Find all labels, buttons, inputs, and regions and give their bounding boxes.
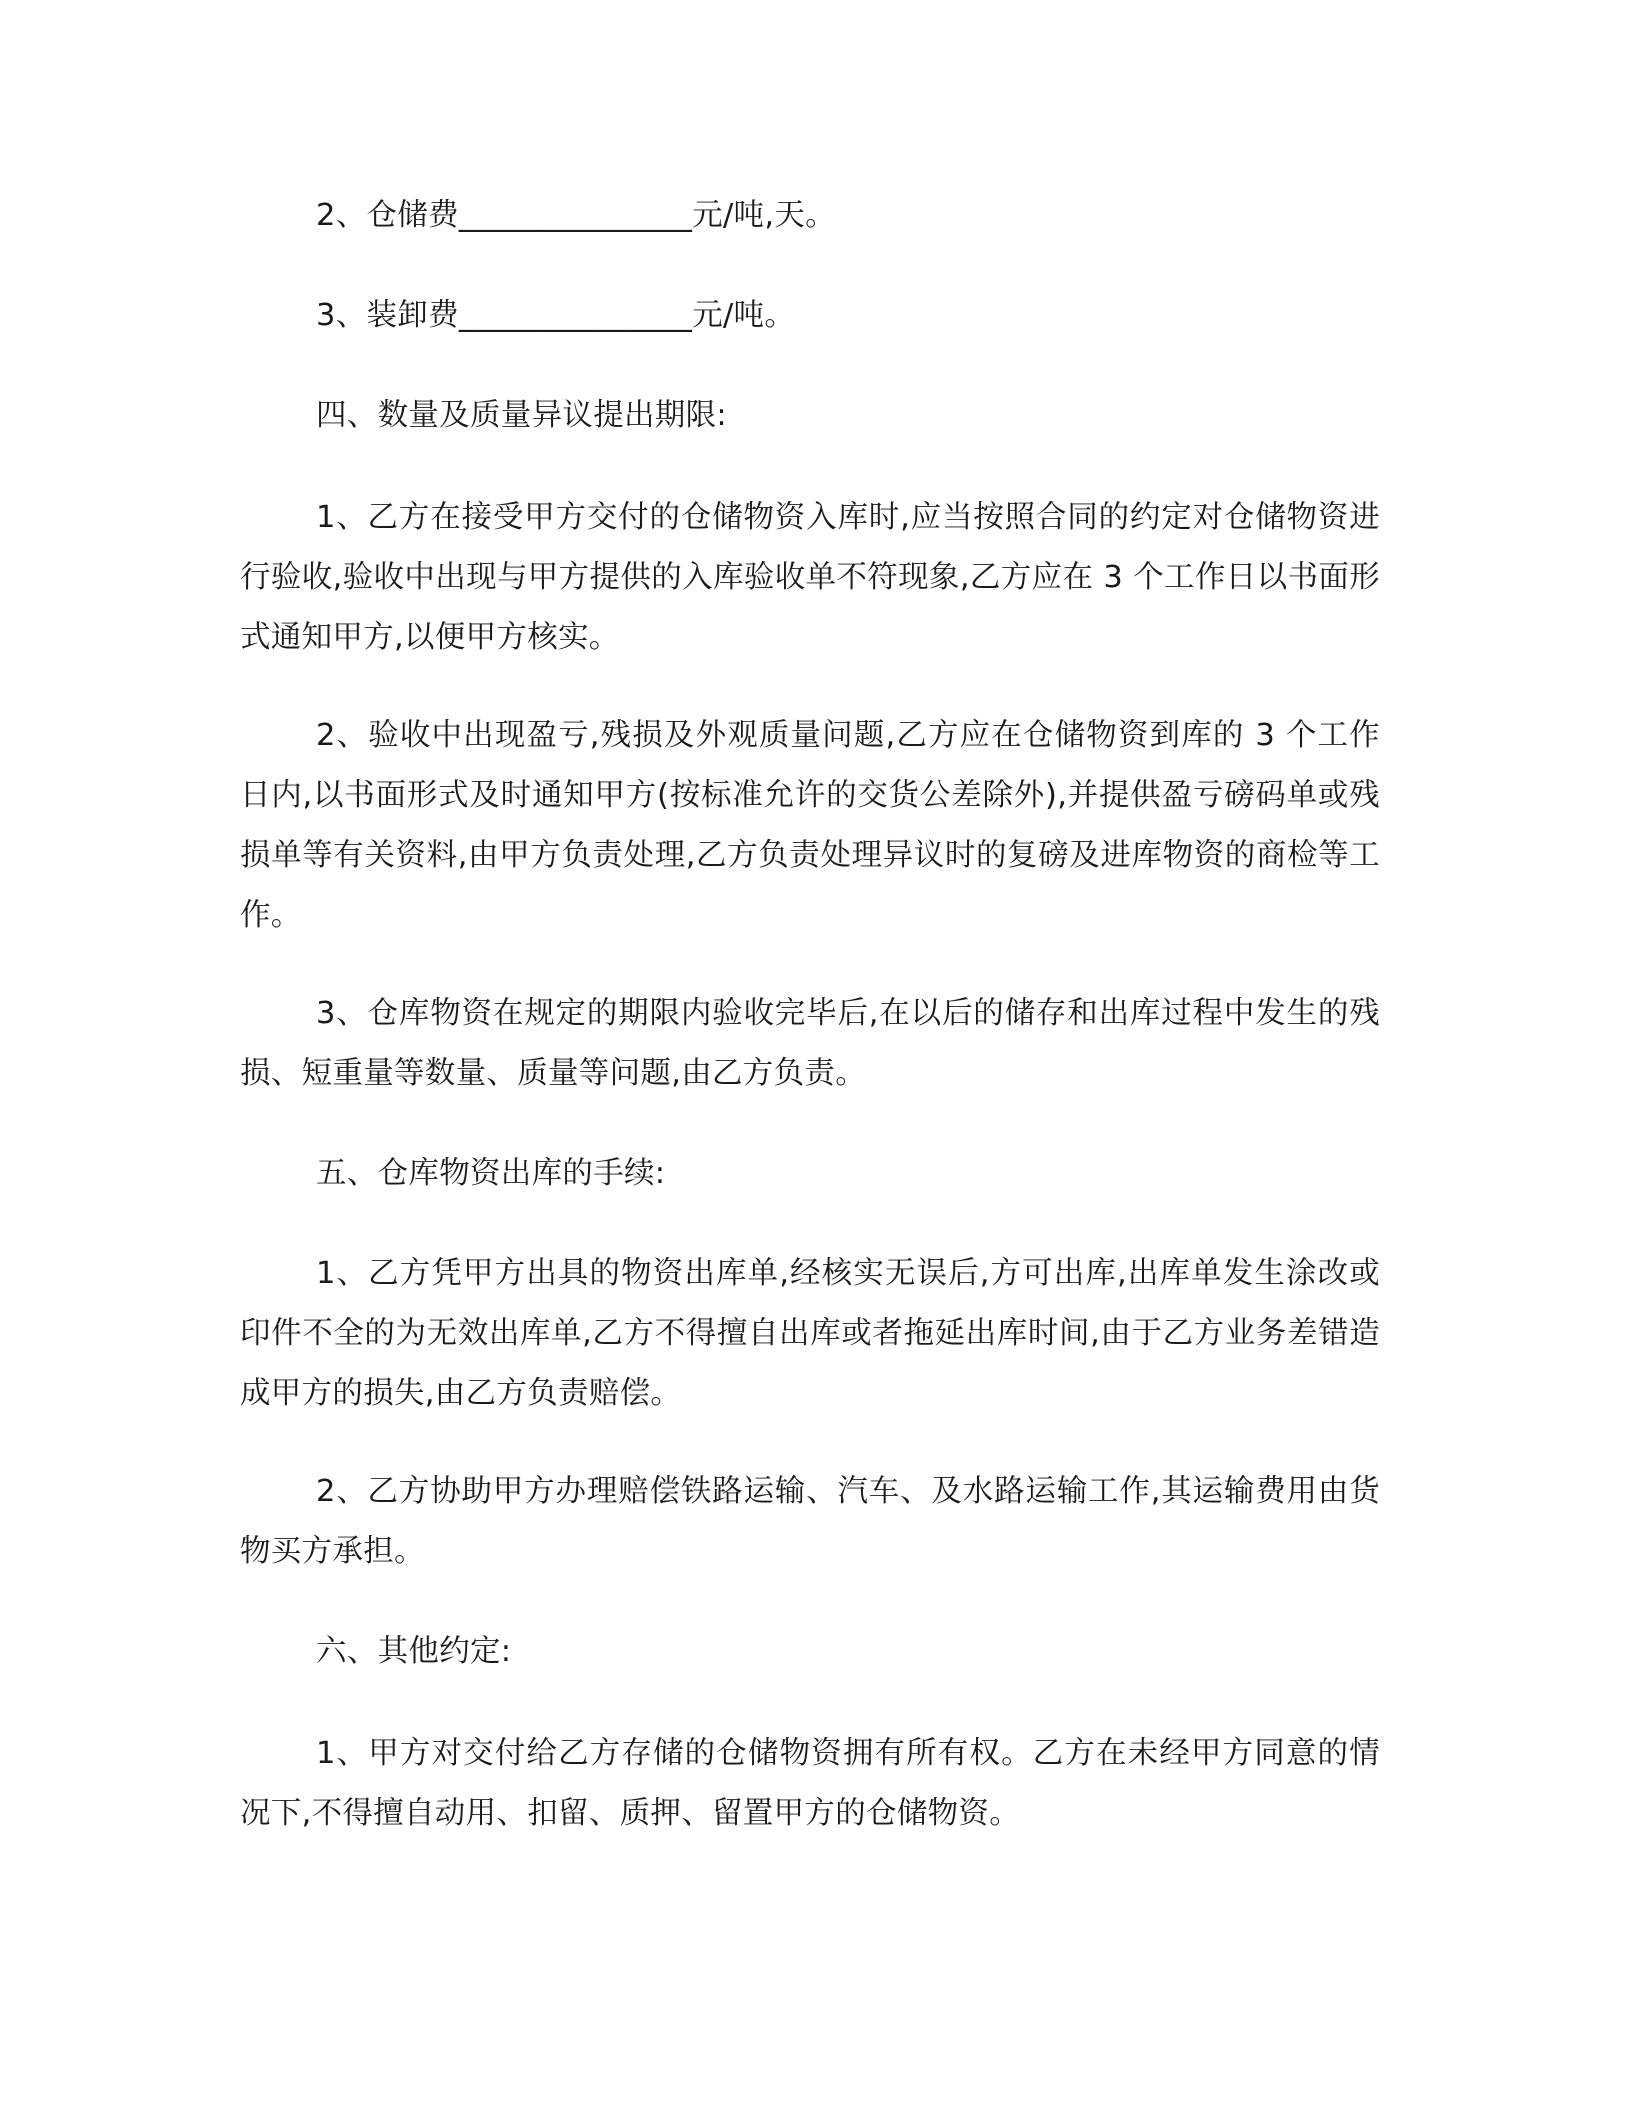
section-4-clause-2: 2、验收中出现盈亏,残损及外观质量问题,乙方应在仓储物资到库的 3 个工作日内,以书面形式及时通知甲方(按标准允许的交货公差除外),并提供盈亏磅码单或残损单等有关资料,由甲方负责处理,乙方负责处理异议时的复磅及进库物资的商检等工作。 (240, 718, 1380, 933)
section-4-heading: 四、数量及质量异议提出期限: (316, 398, 727, 433)
section-5-clause-1: 1、乙方凭甲方出具的物资出库单,经核实无误后,方可出库,出库单发生涂改或印件不全的为无效出库单,乙方不得擅自出库或者拖延出库时间,由于乙方业务差错造成甲方的损失,由乙方负责赔偿。 (240, 1256, 1380, 1411)
section-5-clause-2: 2、乙方协助甲方办理赔偿铁路运输、汽车、及水路运输工作,其运输费用由货物买方承担。 (240, 1474, 1380, 1569)
section-4-clause-3: 3、仓库物资在规定的期限内验收完毕后,在以后的储存和出库过程中发生的残损、短重量等数量、质量等问题,由乙方负责。 (240, 996, 1380, 1091)
storage-fee-line: 2、仓储费_______________元/吨,天。 (316, 198, 836, 233)
section-6-clause-1: 1、甲方对交付给乙方存储的仓储物资拥有所有权。乙方在未经甲方同意的情况下,不得擅自动用、扣留、质押、留置甲方的仓储物资。 (240, 1736, 1380, 1831)
handling-fee-line: 3、装卸费_______________元/吨。 (316, 298, 796, 333)
section-4-clause-1: 1、乙方在接受甲方交付的仓储物资入库时,应当按照合同的约定对仓储物资进行验收,验收中出现与甲方提供的入库验收单不符现象,乙方应在 3 个工作日以书面形式通知甲方,以便甲方核实。 (240, 500, 1380, 655)
section-5-heading: 五、仓库物资出库的手续: (316, 1156, 666, 1191)
section-6-heading: 六、其他约定: (316, 1634, 512, 1669)
